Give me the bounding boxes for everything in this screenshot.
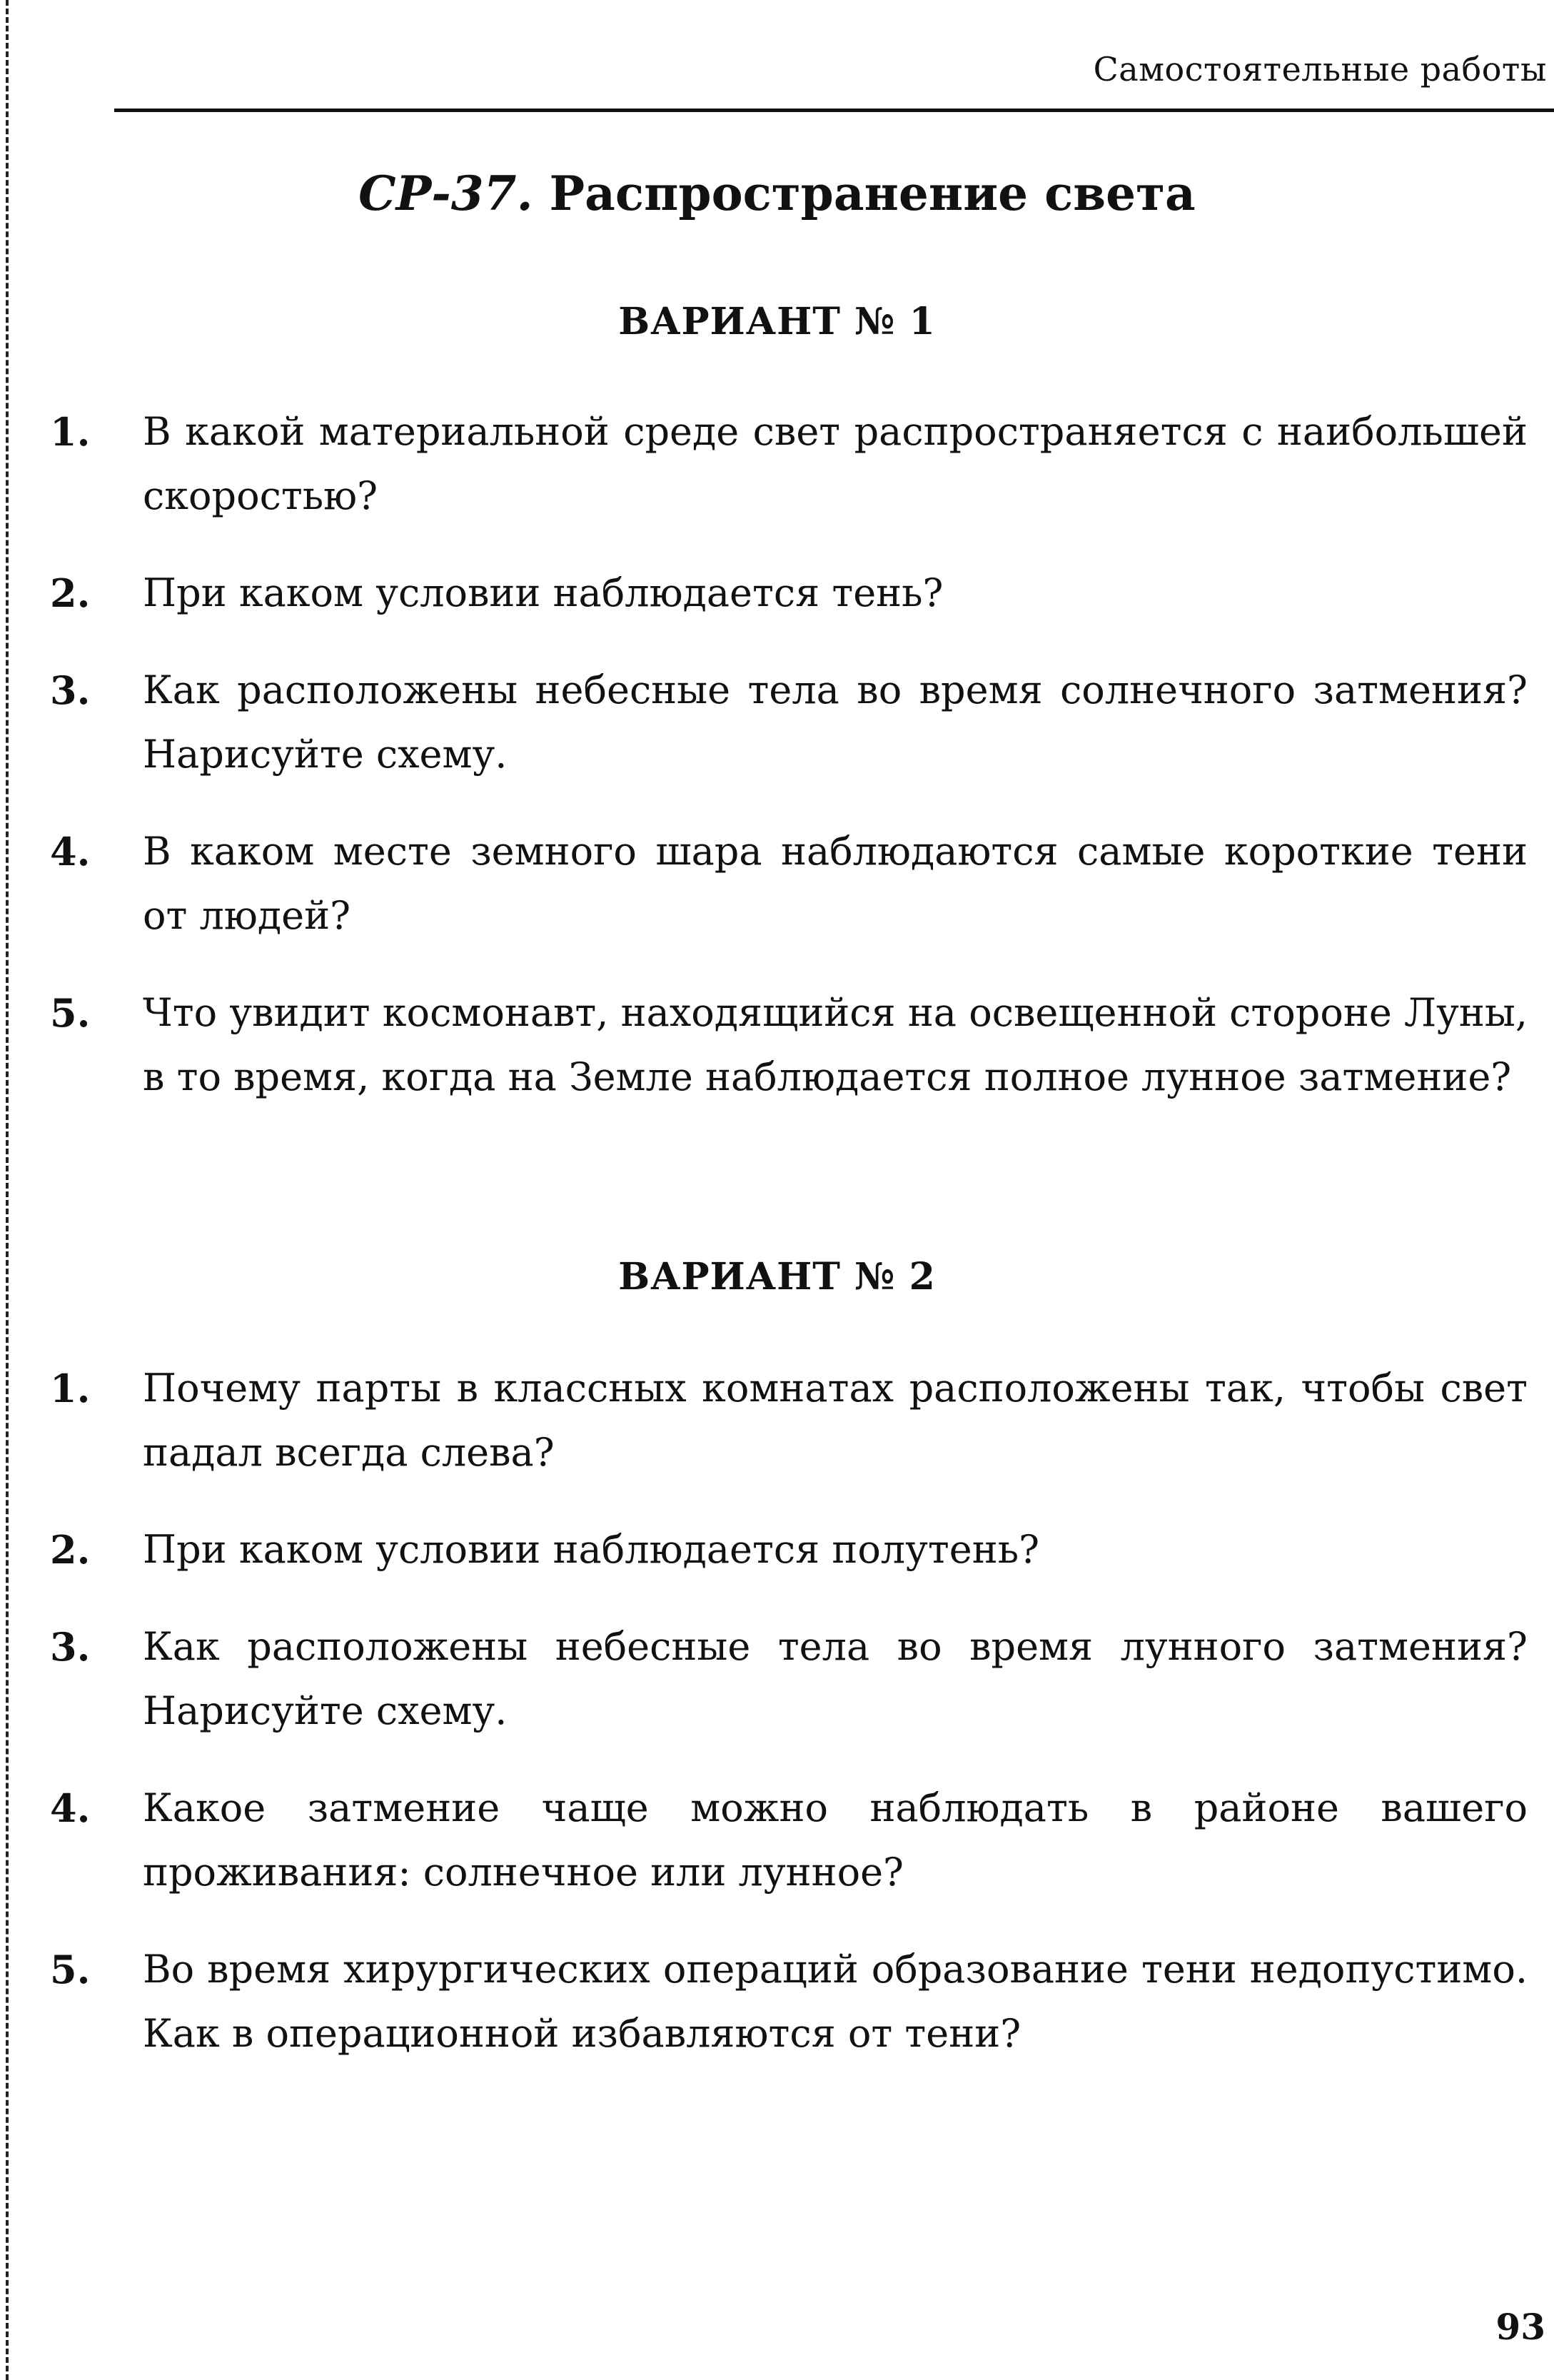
question-item (43, 1615, 1528, 1743)
question-number: 4. (50, 1785, 91, 1831)
question-text: Почему парты в классных комнатах расположены так, чтобы свет падал всегда слева? (143, 1366, 1528, 1475)
question-text: Какое затмение чаще можно наблюдать в районе вашего проживания: солнечное или лунное? (143, 1785, 1528, 1895)
question-text: В каком месте земного шара наблюдаются самые короткие тени от людей? (143, 829, 1528, 938)
page-cut-line (6, 0, 9, 2380)
title-code: СР-37. (358, 166, 533, 221)
header-rule (114, 109, 1554, 112)
question-item (43, 981, 1528, 1109)
question-number: 2. (50, 1527, 91, 1573)
question-item (43, 1937, 1528, 2066)
running-header: Самостоятельные работы (1093, 50, 1547, 89)
question-item (43, 658, 1528, 787)
question-text: Во время хирургических операций образование тени недопустимо. Как в операционной избавляются от тени? (143, 1947, 1528, 2056)
question-number: 4. (50, 829, 91, 874)
question-text: Как расположены небесные тела во время лунного затмения? Нарисуйте схему. (143, 1624, 1528, 1733)
title-text: Распространение света (549, 166, 1196, 221)
question-number: 5. (50, 1947, 91, 1992)
page-number: 93 (1495, 2306, 1545, 2348)
question-number: 5. (50, 990, 91, 1036)
question-item (43, 1356, 1528, 1485)
question-text: При каком условии наблюдается полутень? (143, 1527, 1040, 1572)
question-number: 1. (50, 409, 91, 455)
question-item (43, 400, 1528, 528)
question-item (43, 561, 1528, 625)
variant-1-heading: ВАРИАНТ № 1 (618, 300, 936, 343)
page-title (0, 166, 1554, 221)
question-text: В какой материальной среде свет распространяется с наибольшей скоростью? (143, 409, 1528, 518)
question-number: 2. (50, 570, 91, 616)
question-text: При каком условии наблюдается тень? (143, 570, 944, 615)
question-item (43, 820, 1528, 948)
variant-2-heading: ВАРИАНТ № 2 (618, 1255, 936, 1299)
question-text: Как расположены небесные тела во время солнечного затмения? Нарисуйте схему. (143, 667, 1528, 777)
question-number: 3. (50, 667, 91, 713)
question-item (43, 1518, 1528, 1582)
question-number: 1. (50, 1366, 91, 1411)
variant-1-question-list (43, 400, 1528, 1109)
variant-2-question-list (43, 1356, 1528, 2066)
question-text: Что увидит космонавт, находящийся на освещенной стороне Луны, в то время, когда на Земле наблюдается полное лунное затмение? (143, 990, 1528, 1099)
question-number: 3. (50, 1624, 91, 1670)
question-item (43, 1776, 1528, 1905)
